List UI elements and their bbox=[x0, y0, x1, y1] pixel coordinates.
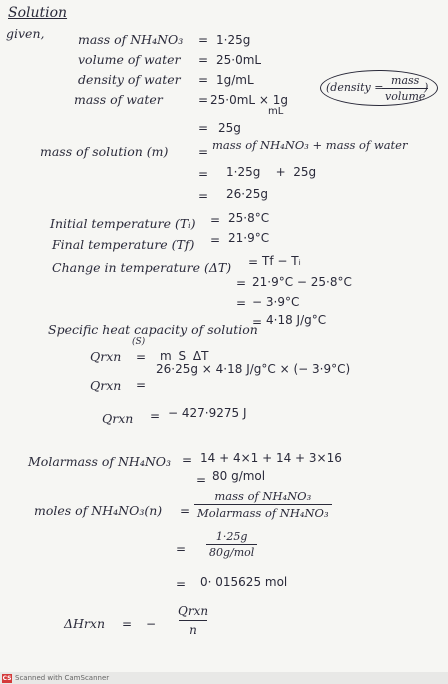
mass-solution-label: mass of solution (m) bbox=[40, 144, 169, 159]
qrxn-substitution: 26·25g × 4·18 J/g°C × (− 3·9°C) bbox=[156, 362, 351, 376]
final-temp-value: 21·9°C bbox=[228, 231, 270, 245]
mass-solution-equals: = bbox=[198, 145, 209, 159]
given-label: given, bbox=[6, 26, 45, 41]
density-note-right: ) bbox=[424, 81, 429, 94]
molar-mass-result-equals: = bbox=[196, 473, 207, 487]
molar-mass-sum: 14 + 4×1 + 14 + 3×16 bbox=[200, 451, 342, 465]
qrxn-formula: m S ΔT bbox=[160, 349, 209, 363]
specific-heat-equals: = bbox=[252, 315, 263, 329]
mass-solution-sum-equals: = bbox=[198, 167, 209, 181]
solution-heading: Solution bbox=[8, 5, 68, 21]
given-volume-water-equals: = bbox=[198, 53, 209, 67]
mass-water-result-value: 25g bbox=[218, 121, 241, 135]
moles-fraction-denominator: Molarmass of NH₄NO₃ bbox=[194, 504, 332, 520]
enthalpy-denominator: n bbox=[179, 620, 207, 637]
mass-solution-total-equals: = bbox=[198, 189, 209, 203]
density-note-fraction bbox=[382, 74, 428, 103]
given-mass-nh4no3-label: mass of NH₄NO₃ bbox=[78, 32, 184, 47]
moles-fraction bbox=[194, 489, 332, 520]
moles-result-equals: = bbox=[176, 577, 187, 591]
moles-sub-equals: = bbox=[176, 542, 187, 556]
camscanner-icon: CS bbox=[2, 674, 12, 682]
change-temp-substitution: 21·9°C − 25·8°C bbox=[252, 275, 352, 289]
initial-temp-value: 25·8°C bbox=[228, 211, 270, 225]
change-temp-equals: = bbox=[248, 255, 259, 269]
qrxn-substitution-equals: = bbox=[136, 378, 147, 392]
change-temp-result-equals: = bbox=[236, 296, 247, 310]
density-note-numerator: mass bbox=[391, 74, 420, 87]
given-density-water-equals: = bbox=[198, 73, 209, 87]
molar-mass-equals: = bbox=[182, 453, 193, 467]
given-density-water-label: density of water bbox=[78, 72, 181, 87]
specific-heat-label: Specific heat capacity of solution bbox=[48, 322, 258, 337]
final-temp-equals: = bbox=[210, 233, 221, 247]
given-mass-water-label: mass of water bbox=[74, 92, 163, 107]
specific-heat-value: 4·18 J/g°C bbox=[266, 313, 327, 327]
moles-sub-denominator: 80g/mol bbox=[206, 544, 257, 559]
molar-mass-result: 80 g/mol bbox=[212, 469, 266, 483]
mass-solution-total: 26·25g bbox=[226, 187, 268, 201]
enthalpy-minus-sign: − bbox=[146, 617, 157, 631]
moles-label: moles of NH₄NO₃(n) bbox=[34, 503, 163, 518]
density-note-denominator: volume bbox=[382, 88, 428, 103]
enthalpy-numerator: Qrxn bbox=[178, 604, 209, 618]
moles-sub-fraction bbox=[206, 530, 257, 559]
density-note-left: (density = bbox=[326, 81, 384, 94]
scanner-footer bbox=[0, 672, 448, 684]
scanner-footer-text: Scanned with CamScanner bbox=[15, 674, 110, 682]
change-temp-label: Change in temperature (ΔT) bbox=[52, 260, 232, 275]
mass-solution-formula: mass of NH₄NO₃ + mass of water bbox=[212, 138, 408, 152]
enthalpy-label: ΔHrxn bbox=[64, 616, 106, 631]
moles-result: 0· 015625 mol bbox=[200, 575, 288, 589]
initial-temp-equals: = bbox=[210, 213, 221, 227]
initial-temp-label: Initial temperature (Tᵢ) bbox=[50, 216, 196, 231]
given-volume-water-label: volume of water bbox=[78, 52, 181, 67]
qrxn-result-label: Qrxn bbox=[102, 411, 134, 426]
qrxn-substitution-label: Qrxn bbox=[90, 378, 122, 393]
given-mass-water-value: 25·0mL × 1g bbox=[210, 93, 289, 107]
mass-solution-sum: 1·25g + 25g bbox=[226, 165, 317, 179]
mass-water-result-equals: = bbox=[198, 121, 209, 135]
given-mass-nh4no3-equals: = bbox=[198, 33, 209, 47]
specific-heat-symbol: (S) bbox=[132, 337, 146, 347]
qrxn-formula-equals: = bbox=[136, 350, 147, 364]
qrxn-result-equals: = bbox=[150, 409, 161, 423]
given-volume-water-value: 25·0mL bbox=[216, 53, 262, 67]
moles-fraction-numerator: mass of NH₄NO₃ bbox=[214, 489, 312, 503]
molar-mass-label: Molarmass of NH₄NO₃ bbox=[28, 454, 172, 469]
given-mass-water-equals: = bbox=[198, 93, 209, 107]
change-temp-formula: Tf − Tᵢ bbox=[262, 254, 301, 268]
moles-sub-numerator: 1·25g bbox=[215, 530, 248, 543]
enthalpy-equals: = bbox=[122, 617, 133, 631]
qrxn-result: − 427·9275 J bbox=[168, 406, 247, 420]
given-mass-nh4no3-value: 1·25g bbox=[216, 33, 251, 47]
given-density-water-value: 1g/mL bbox=[216, 73, 254, 87]
change-temp-result: − 3·9°C bbox=[252, 295, 300, 309]
change-temp-sub-equals: = bbox=[236, 276, 247, 290]
given-mass-water-unit: mL bbox=[268, 106, 284, 117]
moles-equals: = bbox=[180, 504, 191, 518]
qrxn-formula-label: Qrxn bbox=[90, 349, 122, 364]
enthalpy-fraction bbox=[168, 604, 218, 637]
final-temp-label: Final temperature (Tf) bbox=[52, 237, 195, 252]
